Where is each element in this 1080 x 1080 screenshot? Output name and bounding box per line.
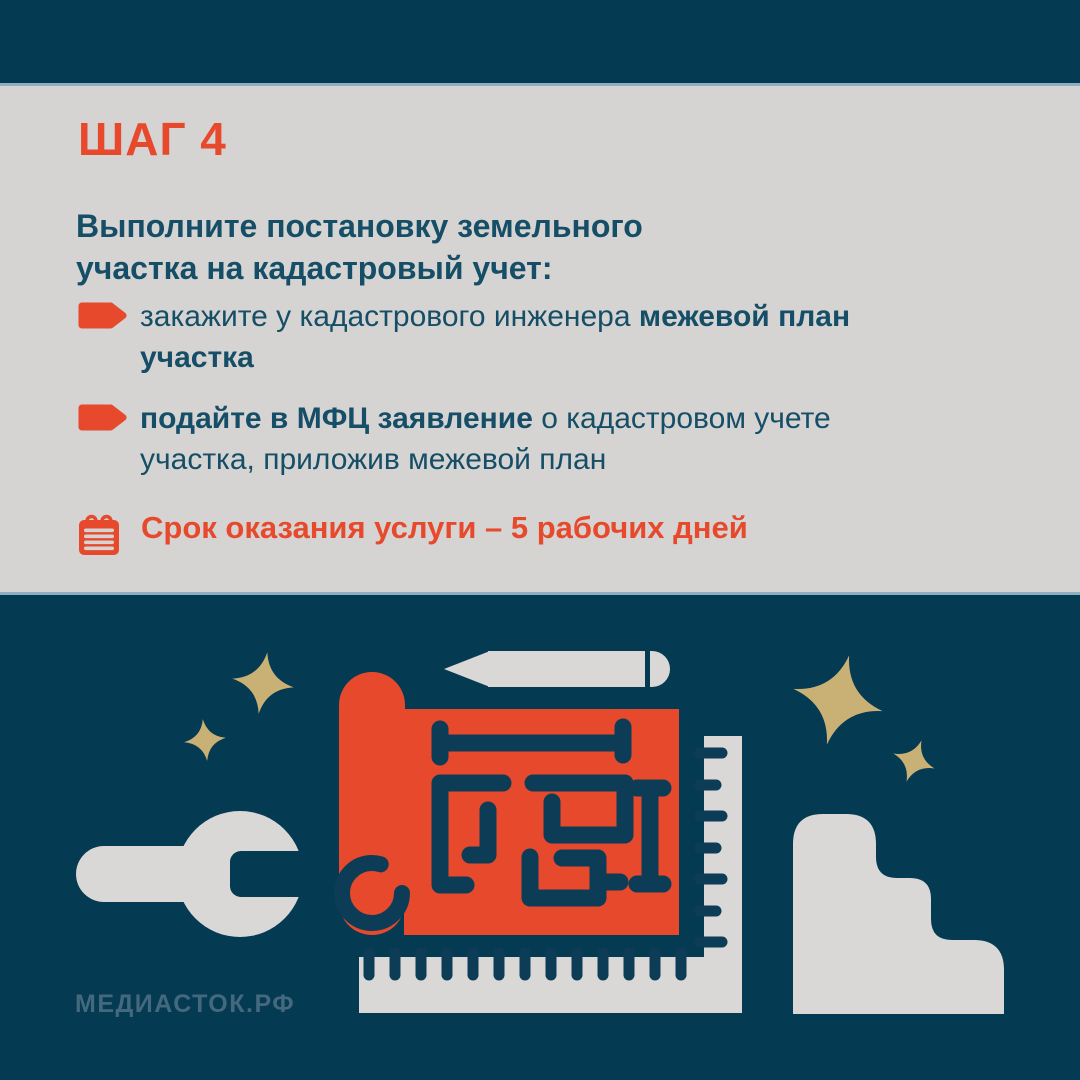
arrow-bullet-icon (78, 302, 128, 329)
calendar-icon (77, 513, 121, 557)
blueprint-floor-plan-icon (339, 672, 679, 935)
top-strip (0, 0, 1080, 83)
sparkle-star-icon (182, 648, 298, 763)
stairs-icon (793, 814, 1004, 1014)
watermark: МЕДИАСТОК.РФ (75, 990, 296, 1018)
pencil-icon (444, 651, 670, 687)
content-panel (0, 83, 1080, 595)
heading-line-1: Выполните постановку земельного (76, 208, 643, 244)
bullet-item-2 (78, 398, 930, 480)
bullet-text: закажите у кадастрового инженера межевой план участка (140, 300, 851, 374)
bullet-text: подайте в МФЦ заявление о кадастровом учете участка, приложив межевой план (140, 402, 831, 476)
illustration-section (0, 595, 1080, 1080)
heading-line-2: участка на кадастровый учет: (76, 250, 553, 286)
sparkle-star-icon (782, 644, 942, 789)
step-label: ШАГ 4 (78, 113, 227, 165)
heading (76, 205, 643, 289)
bullet-item-1 (78, 296, 930, 378)
arrow-bullet-icon (78, 404, 128, 431)
deadline-text: Срок оказания услуги – 5 рабочих дней (141, 510, 748, 545)
deadline-row (77, 506, 748, 557)
wrench-icon (76, 811, 316, 937)
